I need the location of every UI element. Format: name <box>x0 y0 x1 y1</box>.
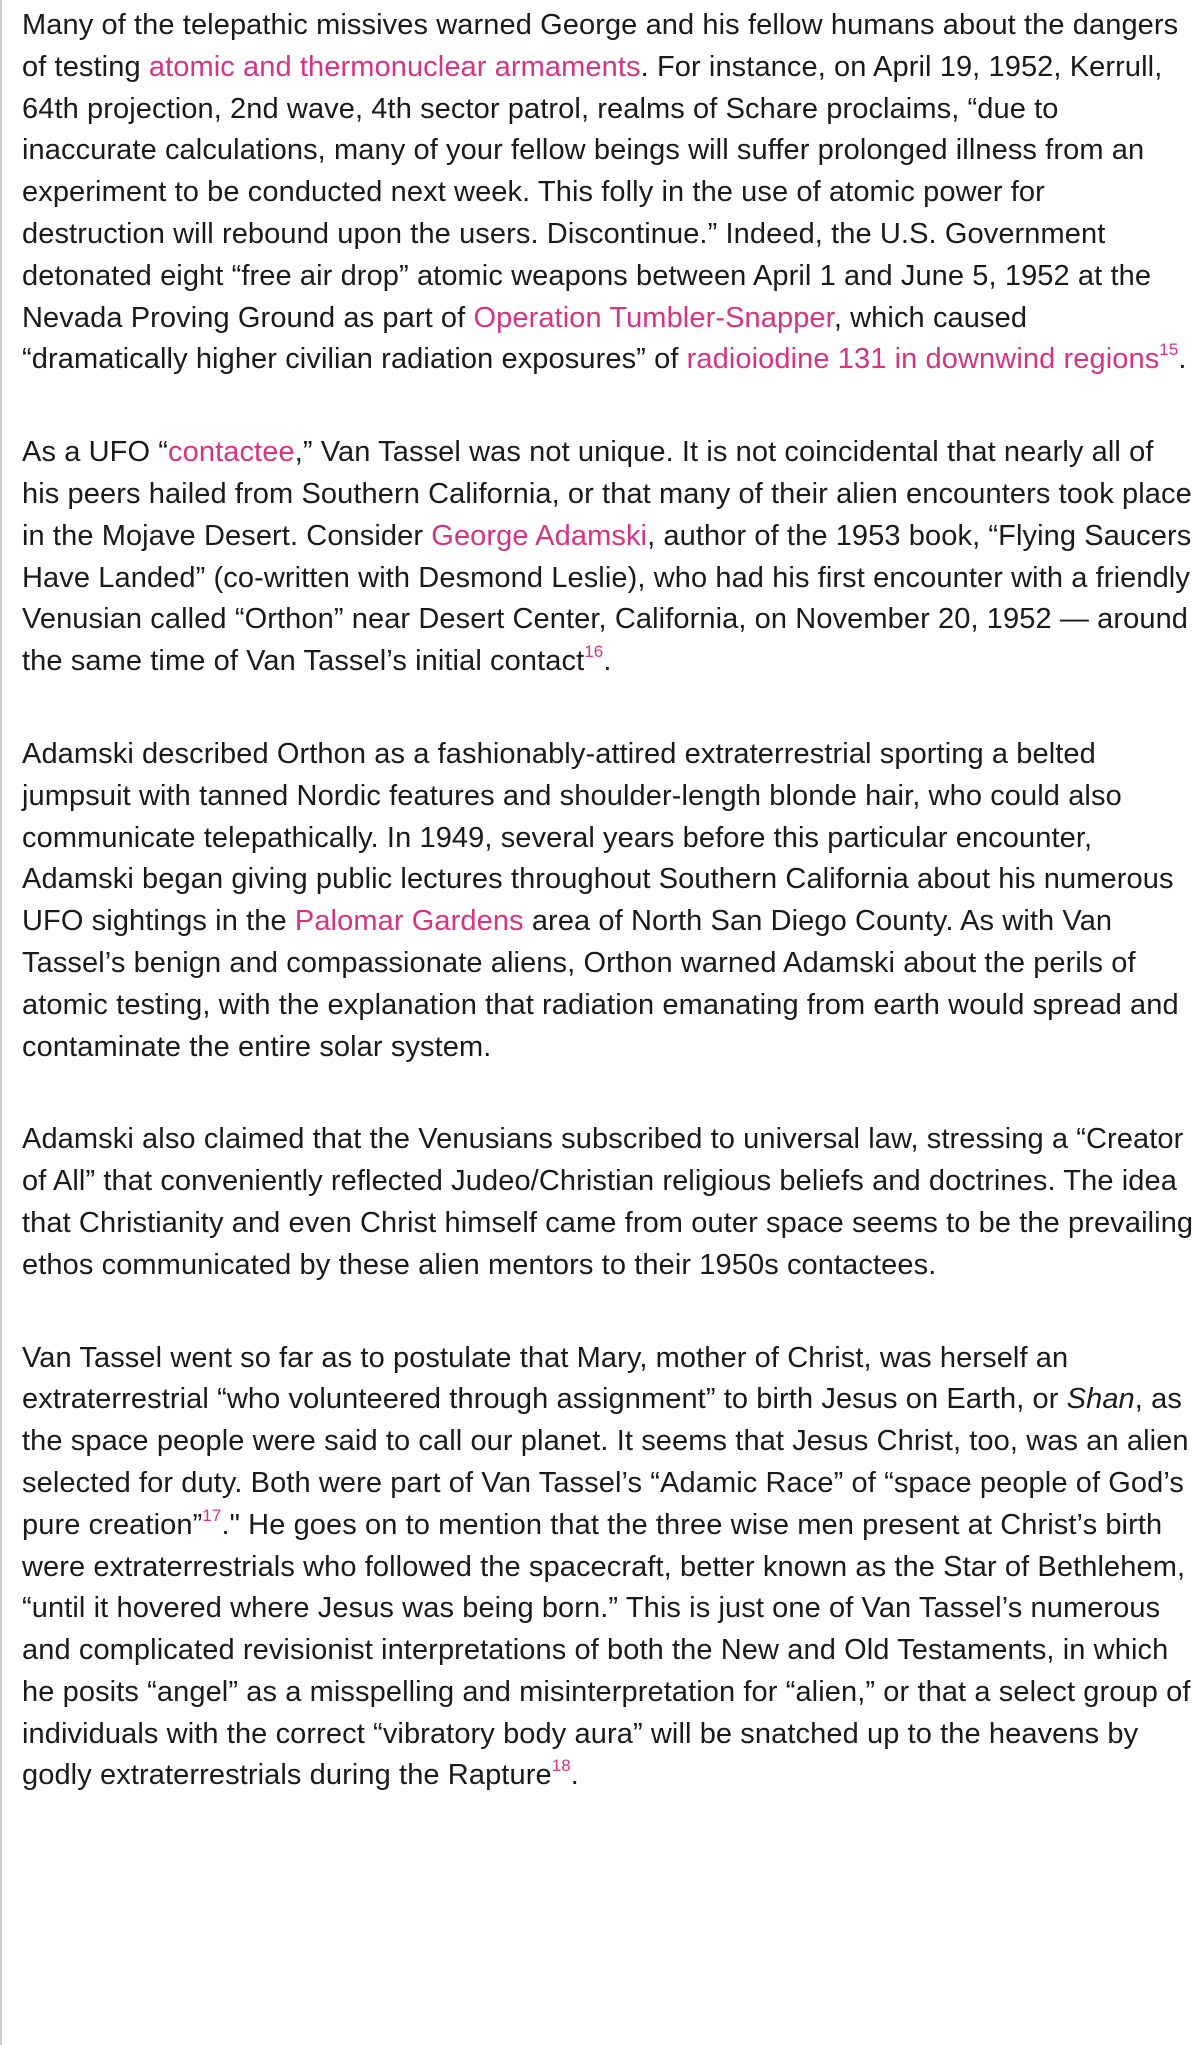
text-span: . <box>570 1759 579 1792</box>
link-george-adamski[interactable]: George Adamski <box>431 519 648 552</box>
paragraph-3 <box>22 734 1194 1068</box>
footnote-ref-18[interactable]: 18 <box>551 1756 571 1776</box>
text-span: , which caused “dramatically higher civilian radiation exposures” of <box>22 301 1028 376</box>
text-span: area of North San Diego County. As with Van Tassel’s benign and compassionate aliens, Orthon warned Adamski about the perils of atomic testing, with the explanation that radiation emanating from earth would spread and contaminate the entire solar system. <box>22 905 1179 1063</box>
link-atomic-armaments[interactable]: atomic and thermonuclear armaments <box>148 50 641 83</box>
paragraph-5 <box>22 1338 1194 1798</box>
text-span: . <box>1178 343 1187 376</box>
footnote-ref-15[interactable]: 15 <box>1159 340 1179 360</box>
article-body <box>22 5 1194 1848</box>
text-span: ." He goes on to mention that the three wise men present at Christ’s birth were extraterrestrials who followed the spacecraft, better known as the Star of Bethlehem, “until it hovered where Jesus was being born.” This is just one of Van Tassel’s numerous and complicated revisionist interpretations of both the New and Old Testaments, in which he posits “angel” as a misspelling and misinterpretation for “alien,” or that a select group of individuals with the correct “vibratory body aura” will be snatched up to the heavens by godly extraterrestrials during the Rapture <box>22 1508 1191 1792</box>
paragraph-2 <box>22 432 1194 683</box>
text-span: , author of the 1953 book, “Flying Saucers Have Landed” (co-written with Desmond Leslie), who had his first encounter with a friendly Venusian called “Orthon” near Desert Center, California, on November 20, 1952 — around the same time of Van Tassel’s initial contact <box>22 519 1192 678</box>
text-span: ,” Van Tassel was not unique. It is not coincidental that nearly all of his peers hailed from Southern California, or that many of their alien encounters took place in the Mojave Desert. Consider <box>22 436 1192 552</box>
text-span: . For instance, on April 19, 1952, Kerrull, 64th projection, 2nd wave, 4th sector patrol, realms of Schare proclaims, “due to inaccurate calculations, many of your fellow beings will suffer prolonged illness from an experiment to be conducted next week. This folly in the use of atomic power for destruction will rebound upon the users. Discontinue.” Indeed, the U.S. Government detonated eight “free air drop” atomic weapons between April 1 and June 5, 1952 at the Nevada Proving Ground as part of <box>22 50 1163 334</box>
link-operation-tumbler-snapper[interactable]: Operation Tumbler-Snapper <box>473 301 834 334</box>
text-span: Adamski also claimed that the Venusians subscribed to universal law, stressing a “Creator of All” that conveniently reflected Judeo/Christian religious beliefs and doctrines. The idea that Christianity and even Christ himself came from outer space seems to be the prevailing ethos communicated by these alien mentors to their 1950s contactees. <box>22 1123 1194 1281</box>
text-span: Van Tassel went so far as to postulate that Mary, mother of Christ, was herself an extraterrestrial “who volunteered through assignment” to birth Jesus on Earth, or <box>22 1341 1069 1416</box>
link-radioiodine-131[interactable]: radioiodine 131 in downwind regions <box>686 343 1160 376</box>
text-span: , as the space people were said to call our planet. It seems that Jesus Christ, too, was an alien selected for duty. Both were part of Van Tassel’s “Adamic Race” of “space people of God’s pure creation” <box>22 1383 1189 1541</box>
text-span: Many of the telepathic missives warned George and his fellow humans about the dangers of testing <box>22 9 1179 83</box>
text-span: Adamski described Orthon as a fashionably-attired extraterrestrial sporting a belted jumpsuit with tanned Nordic features and shoulder-length blonde hair, who could also communicate telepathically. In 1949, several years before this particular encounter, Adamski began giving public lectures throughout Southern California about his numerous UFO sightings in the <box>22 737 1174 938</box>
paragraph-4 <box>22 1119 1194 1286</box>
text-span: . <box>603 645 612 678</box>
emphasis-shan: Shan <box>1066 1383 1135 1416</box>
footnote-ref-16[interactable]: 16 <box>584 642 604 662</box>
text-span: As a UFO “ <box>22 436 169 469</box>
paragraph-1 <box>22 5 1194 381</box>
footnote-ref-17[interactable]: 17 <box>202 1505 222 1525</box>
link-contactee[interactable]: contactee <box>168 436 295 469</box>
link-palomar-gardens[interactable]: Palomar Gardens <box>294 905 524 938</box>
